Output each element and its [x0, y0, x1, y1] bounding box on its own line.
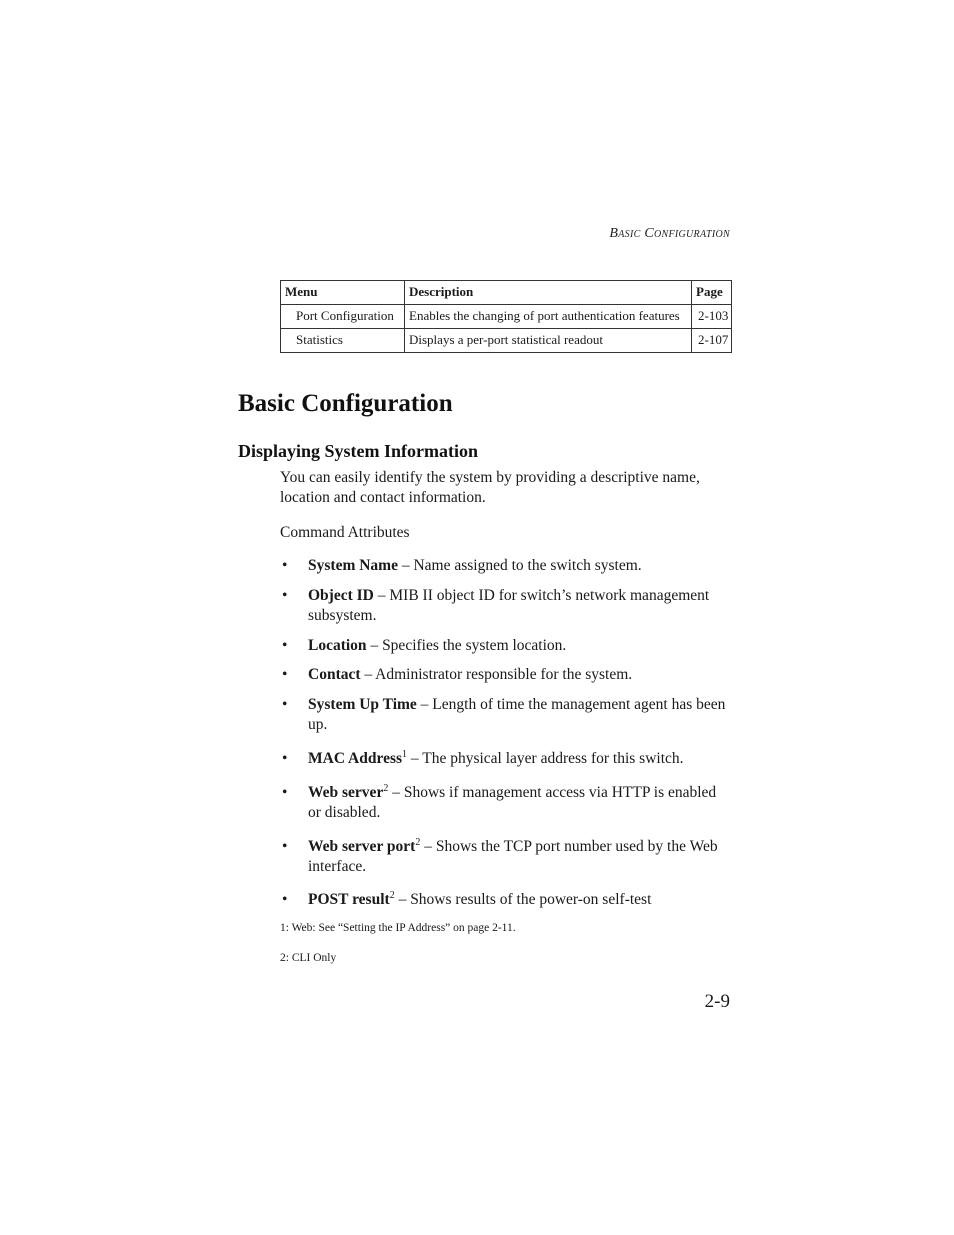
list-item [280, 783, 732, 823]
page-cell: 2-103 [692, 305, 732, 329]
bullet-icon: • [282, 557, 288, 574]
list-item [280, 837, 732, 877]
attribute-term: Web server port [308, 838, 416, 855]
list-item [280, 636, 732, 656]
list-item [280, 556, 732, 576]
attribute-description: – The physical layer address for this switch. [407, 750, 684, 767]
subsection-title: Displaying System Information [238, 441, 479, 461]
attribute-description: – Shows the TCP port number used by the Web interface. [308, 838, 718, 875]
command-attributes-label: Command Attributes [280, 524, 410, 541]
menu-table [280, 280, 732, 353]
bullet-icon: • [282, 587, 288, 604]
attribute-term: System Up Time [308, 696, 417, 713]
list-item [280, 586, 732, 626]
footnote-1: 1: Web: See “Setting the IP Address” on page 2-11. [280, 922, 516, 934]
table-row [281, 329, 732, 353]
attribute-description: – Name assigned to the switch system. [397, 557, 642, 574]
attribute-term: POST result [308, 891, 390, 908]
footnote-marker: 1 [402, 749, 408, 760]
attribute-term: Contact [308, 666, 361, 683]
list-item [280, 665, 732, 685]
table-header-row [281, 281, 732, 305]
attribute-description: – Specifies the system location. [366, 637, 567, 654]
footnote-marker: 2 [389, 890, 395, 901]
bullet-icon: • [282, 666, 288, 683]
attribute-description: – Length of time the management agent has been up. [308, 696, 726, 733]
list-item [280, 890, 732, 910]
description-cell: Displays a per-port statistical readout [405, 329, 692, 353]
attribute-term: MAC Address [308, 750, 403, 767]
attribute-description: – Shows if management access via HTTP is enabled or disabled. [308, 784, 717, 821]
attribute-description: – Administrator responsible for the system. [360, 666, 633, 683]
attribute-term: Web server [308, 784, 384, 801]
bullet-icon: • [282, 696, 288, 713]
bullet-icon: • [282, 784, 288, 801]
bullet-icon: • [282, 750, 288, 767]
list-item [280, 695, 732, 735]
bullet-icon: • [282, 637, 288, 654]
page-number: 2-9 [704, 991, 730, 1012]
footnote-marker: 2 [415, 837, 421, 848]
attribute-description: – MIB II object ID for switch’s network management subsystem. [308, 587, 710, 624]
table-row [281, 305, 732, 329]
attribute-description: – Shows results of the power-on self-test [394, 891, 652, 908]
page-cell: 2-107 [692, 329, 732, 353]
footnote-marker: 2 [383, 783, 389, 794]
header-description: Description [405, 281, 692, 305]
footnote-2: 2: CLI Only [280, 952, 337, 964]
menu-cell: Port Configuration [281, 305, 405, 329]
section-title: Basic Configuration [238, 390, 453, 417]
menu-cell: Statistics [281, 329, 405, 353]
running-head: Basic Configuration [609, 226, 730, 241]
header-page: Page [692, 281, 732, 305]
header-menu: Menu [281, 281, 405, 305]
intro-paragraph: You can easily identify the system by providing a descriptive name, location and contact information. [280, 469, 700, 506]
description-cell: Enables the changing of port authentication features [405, 305, 692, 329]
bullet-icon: • [282, 891, 288, 908]
list-item [280, 749, 732, 769]
attribute-term: Location [308, 637, 367, 654]
attribute-term: Object ID [308, 587, 374, 604]
bullet-icon: • [282, 838, 288, 855]
attribute-term: System Name [308, 557, 398, 574]
